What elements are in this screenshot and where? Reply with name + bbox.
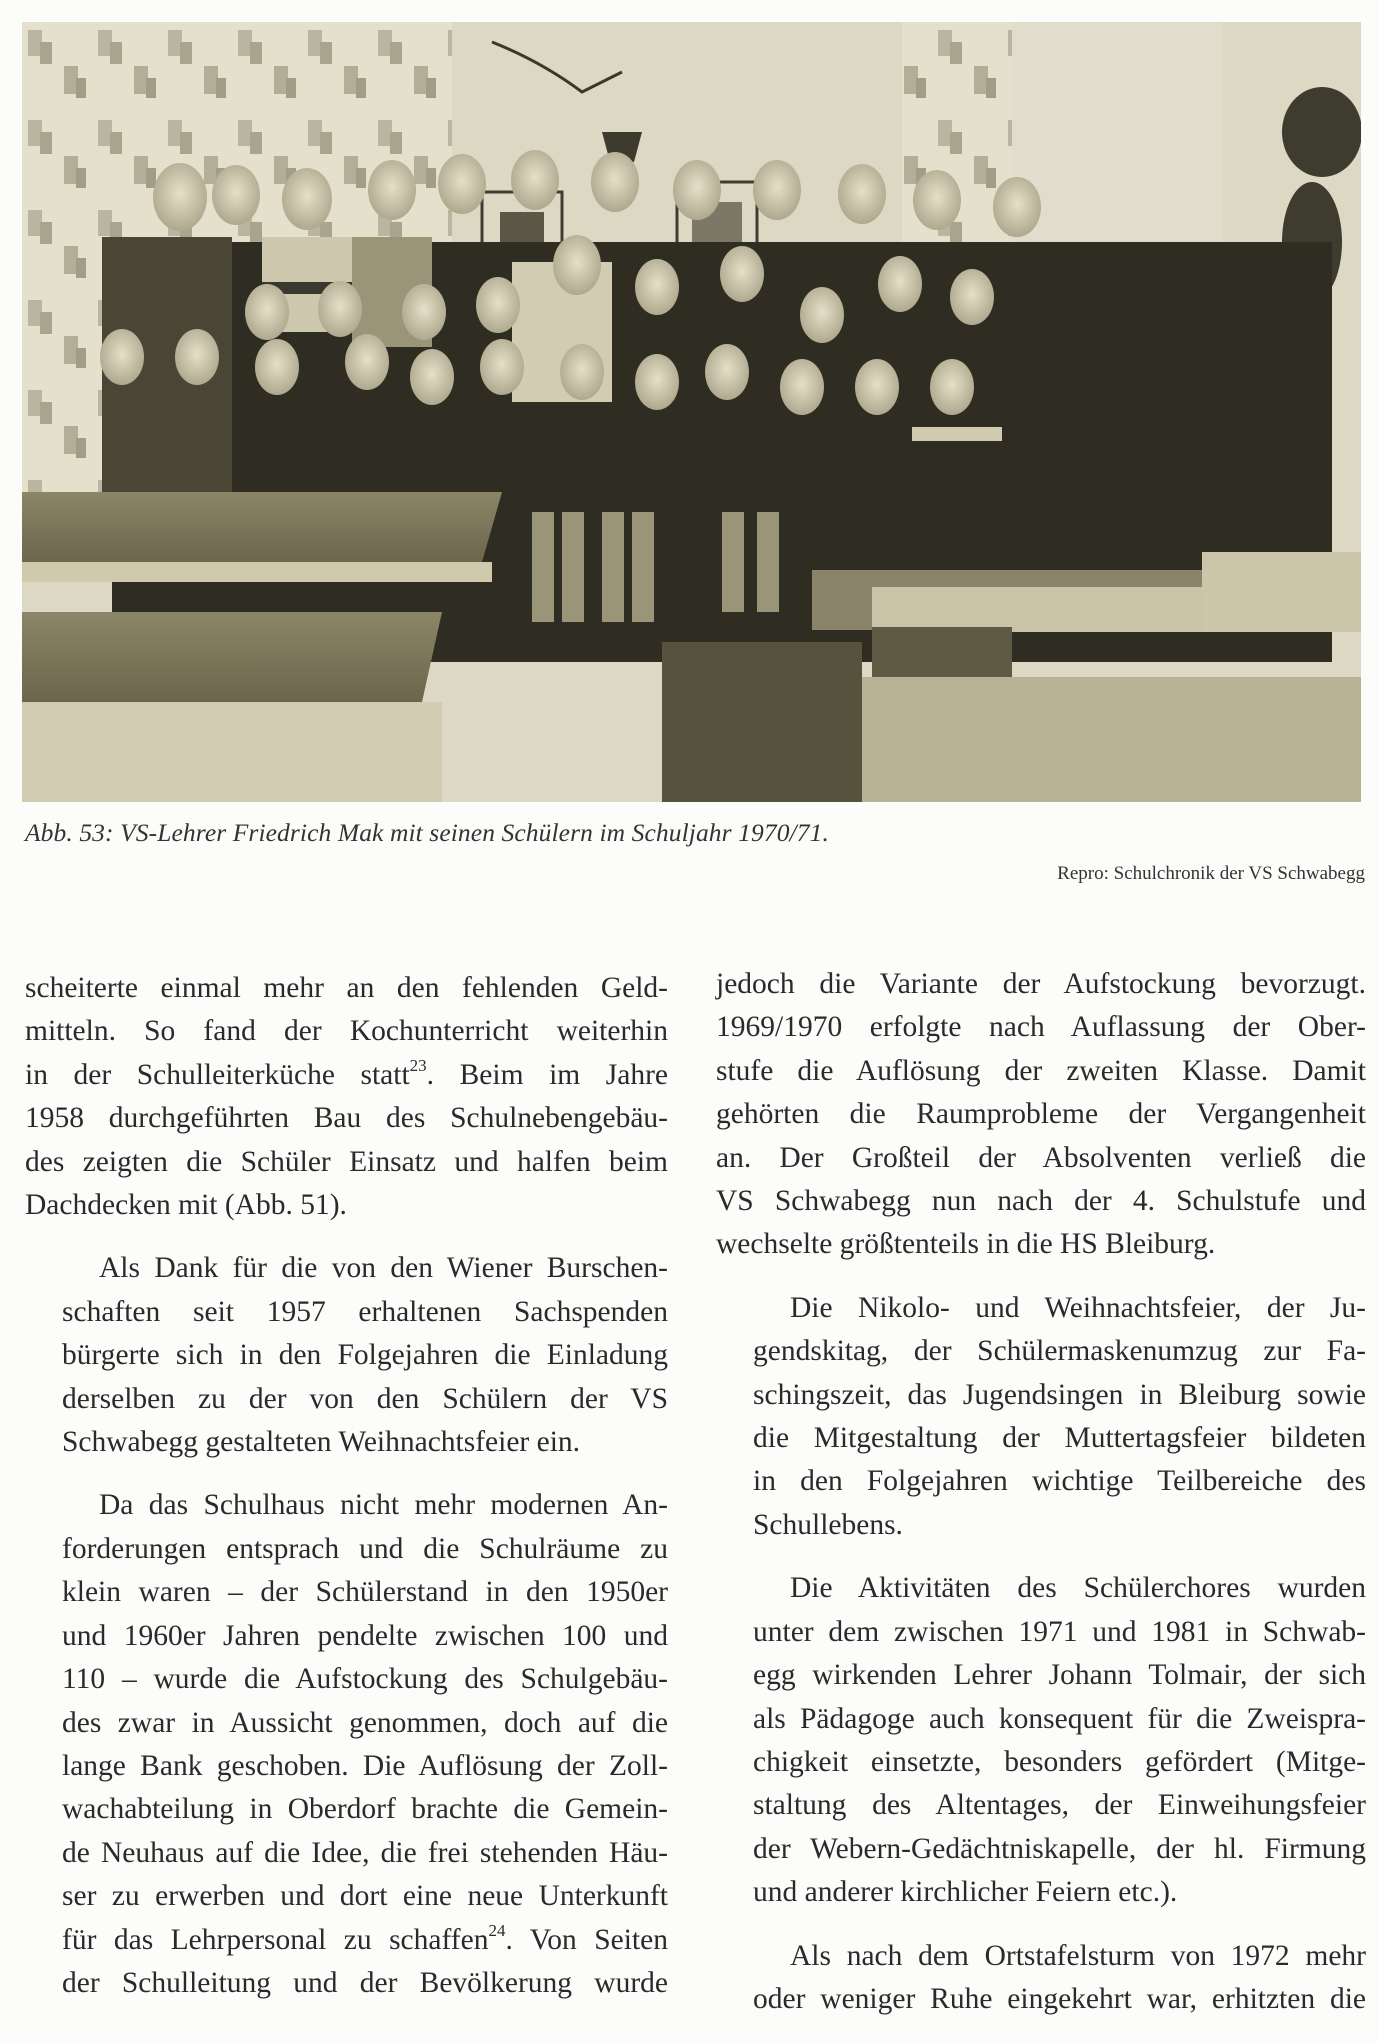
text-line: [25, 1788, 668, 1831]
class-photo-image: [22, 22, 1361, 802]
text-line: [25, 1528, 668, 1571]
line-text: lange Bank geschoben. Die Auflösung der Zoll-: [62, 1749, 668, 1782]
line-text: VS Schwabegg nun nach der 4. Schulstufe und: [716, 1185, 1366, 1218]
text-line: [716, 1567, 1366, 1610]
line-text-continued: . Von Seiten: [505, 1923, 668, 1956]
class-photo: [22, 22, 1361, 802]
text-line: [25, 967, 668, 1010]
line-text: stufe die Auflösung der zweiten Klasse. Damit: [716, 1054, 1366, 1087]
text-line: [25, 1702, 668, 1745]
text-line: [25, 1962, 668, 2005]
line-text: wachabteilung in Oberdorf brachte die Gemein-: [62, 1793, 668, 1826]
paragraph: [716, 963, 1366, 1267]
text-line: [25, 1378, 668, 1421]
text-line: [716, 963, 1366, 1006]
line-text: scheiterte einmal mehr an den fehlenden Geld-: [25, 972, 668, 1004]
text-line: [716, 1330, 1366, 1373]
text-line: [716, 1180, 1366, 1223]
text-line: [716, 1050, 1366, 1093]
line-text: oder weniger Ruhe eingekehrt war, erhitzten die: [753, 1982, 1366, 2015]
text-line: [716, 1741, 1366, 1784]
figure-credit: Repro: Schulchronik der VS Schwabegg: [1057, 863, 1365, 884]
text-line: [25, 1247, 668, 1290]
text-line: [25, 1097, 668, 1140]
line-text: Als nach dem Ortstafelsturm von 1972 mehr: [790, 1939, 1366, 1972]
line-text: wechselte größtenteils in die HS Bleiburg.: [716, 1228, 1216, 1261]
line-text: Die Aktivitäten des Schülerchores wurden: [790, 1572, 1366, 1605]
line-text: des zwar in Aussicht genommen, doch auf die: [62, 1706, 668, 1739]
figure-caption: Abb. 53: VS-Lehrer Friedrich Mak mit seinen Schülern im Schuljahr 1970/71.: [25, 818, 829, 847]
text-line: [716, 1654, 1366, 1697]
line-text: des zeigten die Schüler Einsatz und halfen beim: [25, 1145, 668, 1178]
line-text: klein waren – der Schülerstand in den 1950er: [62, 1576, 668, 1609]
line-text: ser zu erwerben und dort eine neue Unterkunft: [62, 1880, 668, 1913]
paragraph: [25, 1484, 668, 2005]
line-text: staltung des Altentages, der Einweihungsfeier: [753, 1789, 1366, 1822]
text-line: [716, 1871, 1366, 1914]
text-line: [25, 1421, 668, 1464]
text-line: [25, 1875, 668, 1918]
line-text: und anderer kirchlicher Feiern etc.).: [753, 1876, 1178, 1909]
line-text: die Mitgestaltung der Muttertagsfeier bildeten: [753, 1422, 1366, 1455]
text-line: [716, 1374, 1366, 1417]
line-text: in den Folgejahren wichtige Teilbereiche des: [753, 1465, 1366, 1498]
line-text: schingszeit, das Jugendsingen in Bleiburg sowie: [753, 1378, 1366, 1411]
line-text: für das Lehrpersonal zu schaffen: [62, 1923, 489, 1956]
footnote-reference[interactable]: 24: [488, 1920, 506, 1940]
line-text: und 1960er Jahren pendelte zwischen 100 und: [62, 1619, 668, 1652]
text-line: [716, 1093, 1366, 1136]
text-line: [716, 1417, 1366, 1460]
text-line: [716, 1223, 1366, 1266]
line-text: schaften seit 1957 erhaltenen Sachspenden: [62, 1295, 668, 1328]
text-line: [25, 1571, 668, 1614]
text-line: [716, 1611, 1366, 1654]
text-line: [25, 1141, 668, 1184]
line-text: unter dem zwischen 1971 und 1981 in Schwab-: [753, 1615, 1366, 1648]
line-text: egg wirkenden Lehrer Johann Tolmair, der sich: [753, 1659, 1366, 1692]
line-text: als Pädagoge auch konsequent für die Zweispra-: [753, 1702, 1366, 1735]
text-line: [25, 1658, 668, 1701]
text-line: [716, 1698, 1366, 1741]
paragraph: [716, 1567, 1366, 1914]
line-text: 1958 durchgeführten Bau des Schulnebengebäu-: [25, 1102, 668, 1135]
left-column: [25, 967, 668, 2025]
line-text: in der Schulleiterküche statt: [25, 1058, 410, 1091]
text-line: [716, 1784, 1366, 1827]
line-text: gendskitag, der Schülermaskenumzug zur Fa-: [753, 1335, 1366, 1368]
text-line: [25, 1615, 668, 1658]
text-line: [25, 1010, 668, 1053]
paragraph: [716, 1287, 1366, 1547]
text-line: [25, 1745, 668, 1788]
line-text: Als Dank für die von den Wiener Burschen-: [99, 1252, 668, 1285]
text-line: [716, 1978, 1366, 2021]
line-text: an. Der Großteil der Absolventen verließ die: [716, 1141, 1366, 1174]
text-line: [716, 1006, 1366, 1049]
line-text: forderungen entsprach und die Schulräume zu: [62, 1532, 668, 1565]
paragraph: [25, 967, 668, 1227]
line-text: Schwabegg gestalteten Weihnachtsfeier ein.: [62, 1426, 581, 1459]
text-line: [25, 1054, 668, 1097]
text-line: [716, 1828, 1366, 1871]
text-line: [25, 1832, 668, 1875]
line-text-continued: . Beim im Jahre: [426, 1058, 668, 1091]
text-line: [716, 1935, 1366, 1978]
text-line: [25, 1484, 668, 1527]
line-text: mitteln. So fand der Kochunterricht weiterhin: [25, 1015, 668, 1048]
right-column: [716, 963, 1366, 2041]
text-line: [716, 1287, 1366, 1330]
line-text: der Schulleitung und der Bevölkerung wurde: [62, 1966, 668, 1999]
line-text: 1969/1970 erfolgte nach Auflassung der Ober-: [716, 1011, 1366, 1044]
text-line: [716, 1504, 1366, 1547]
line-text: Die Nikolo- und Weihnachtsfeier, der Ju-: [790, 1291, 1366, 1324]
text-line: [25, 1919, 668, 1962]
line-text: gehörten die Raumprobleme der Vergangenheit: [716, 1098, 1366, 1131]
paragraph: [25, 1247, 668, 1464]
line-text: jedoch die Variante der Aufstockung bevorzugt.: [716, 968, 1366, 1000]
line-text: bürgerte sich in den Folgejahren die Einladung: [62, 1339, 668, 1372]
text-line: [716, 1460, 1366, 1503]
line-text: Dachdecken mit (Abb. 51).: [25, 1189, 347, 1222]
line-text: Da das Schulhaus nicht mehr modernen An-: [99, 1489, 668, 1522]
line-text: der Webern-Gedächtniskapelle, der hl. Firmung: [753, 1832, 1366, 1865]
text-line: [25, 1334, 668, 1377]
text-line: [716, 1137, 1366, 1180]
paragraph: [716, 1935, 1366, 2022]
line-text: Schullebens.: [753, 1508, 903, 1541]
line-text: derselben zu der von den Schülern der VS: [62, 1382, 668, 1415]
text-line: [25, 1291, 668, 1334]
line-text: chigkeit einsetzte, besonders gefördert (Mitge-: [753, 1745, 1366, 1778]
text-line: [25, 1184, 668, 1227]
line-text: de Neuhaus auf die Idee, die frei stehenden Häu-: [62, 1836, 668, 1869]
footnote-reference[interactable]: 23: [409, 1055, 427, 1075]
line-text: 110 – wurde die Aufstockung des Schulgebäu-: [62, 1663, 668, 1696]
